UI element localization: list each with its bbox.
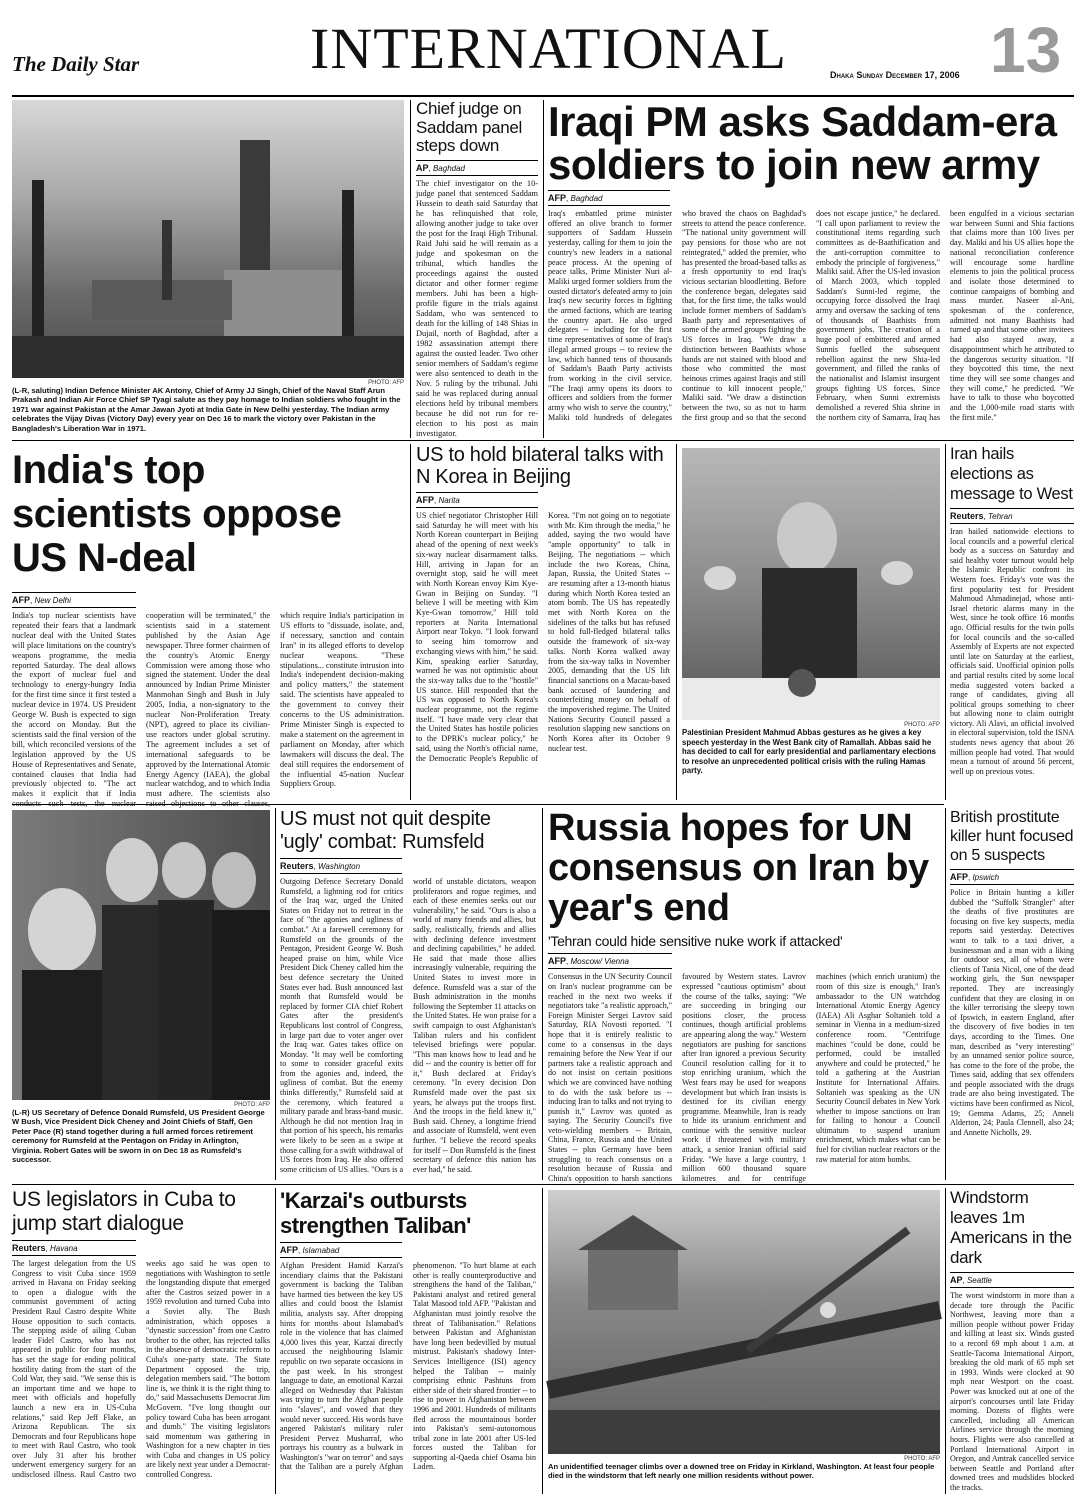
abbas-photo	[682, 448, 940, 720]
subhead: 'Tehran could hide sensitive nuke work if attacked'	[548, 933, 843, 949]
story-body: Afghan President Hamid Karzai's incendiary claims that the Pakistani government is backing the Taliban have harmed ties between the key US allies and could boost the Islamist militia, analysts say. After dropping hints for months about Islamabad's role in the violence that has claimed 4,000 lives this year, Karzai directly accused the neighbouring Islamic republic on two separate occasions in the past week. In his strongest language to date, an emotional Karzai alleged on Wednesday that Pakistan was trying to turn the Afghan people into "slaves", and vowed that they would never succeed. His words have angered Pakistan's military ruler President Pervez Musharraf, who portrays his country as a bulwark in Washington's "war on terror" and says that the Taliban are a purely Afghan phenomenon. "To hurt blame at each other is really counterproductive and strengthens the hand of the Taliban," Pakistani analyst and retired general Talat Masood told AFP. "Pakistan and Afghanistan must jointly resolve the threat of Talibanisation." Relations between Pakistan and Afghanistan have long been bedevilled by mutual mistrust. Pakistan's shadowy Inter-Services Intelligence (ISI) agency helped the Taliban -- mainly comprising ethnic Pashtuns from either side of their shared frontier -- to rise to power in Afghanistan between 1996 and 2001. Hundreds of militants fled across the mountainous border into Pakistan's semi-autonomous tribal zone in late 2001 after US-led forces ousted the Taliban for supporting al-Qaeda chief Osama bin Laden.	[280, 1261, 536, 1472]
photo-caption: An unidentified teenager climbs over a downed tree on Friday in Kirkland, Washington. At least four people died in the windstorm that left nearly one million residents without power.	[548, 1462, 935, 1481]
place: Moscow/ Vienna	[570, 957, 630, 967]
chief-judge-story	[416, 99, 538, 439]
headline: 'Karzai's outbursts strengthen Taliban'	[280, 1188, 471, 1238]
byline: AFP, Moscow/ Vienna	[548, 953, 672, 969]
byline: Reuters, Washington	[280, 858, 402, 874]
row-rule	[12, 440, 1074, 441]
byline: AP, Baghdad	[416, 160, 538, 176]
byline: Reuters, Havana	[12, 1240, 136, 1256]
photo-credit: PHOTO: AFP	[904, 1456, 940, 1462]
windstorm-photo	[548, 1190, 940, 1454]
photo-credit: PHOTO: AFP	[904, 722, 940, 728]
rumsfeld-photo	[12, 810, 270, 1100]
story-body: US chief negotiator Christopher Hill said Saturday he will meet with his North Korean counterpart in Beijing ahead of the opening of next week's six-way nuclear disarmament talks. Hill, arriving in Japan for an overnight stop, said he will meet with North Korean envoy Kim Kye-Gwan in Beijing on Sunday. "I believe I will be meeting with Kim Kye-Gwan tomorrow," Hill told reporters at Narita International Airport near Tokyo. "I look forward to seeing him tomorrow and exchanging views with him," he said. Kim, speaking earlier Saturday, warned he was not optimistic about the six-way talks due to the "hostile" US stance. Hill responded that the US was opposed to North Korea's nuclear programme, not the regime itself. "I have made very clear that the United States has hostile policies to the DPRK's nuclear policy," he said, using the North's official name, the Democratic People's Republic of Korea. "I'm not going on to negotiate with Mr. Kim through the media," he added, saying the two would have "ample opportunity" to talk in Beijing. The negotiations -- which include the two Koreas, China, Japan, Russia, the United States -- are resuming after a 13-month hiatus during which North Korea tested an atom bomb. The US has repeatedly met with North Korea on the sidelines of the talks but has refused to hold full-fledged bilateral talks outside the framework of six-way talks. North Korea walked away from the six-way talks in November 2005, demanding that the US lift financial sanctions on a Macau-based bank accused of laundering and counterfeiting money on behalf of the impoverished regime. The United Nations Security Council passed a resolution slapping new sanctions on North Korea after its October 9 nuclear test.	[416, 511, 670, 763]
column-rule	[945, 1188, 946, 1494]
abbas-photo-block	[682, 448, 940, 800]
byline: AFP, New Delhi	[12, 592, 136, 608]
rumsfeld-story	[280, 808, 536, 1180]
byline: AP, Seattle	[950, 1272, 1074, 1288]
agency: Reuters	[12, 1243, 46, 1253]
byline: AFP, Narita	[416, 492, 538, 508]
column-rule	[945, 444, 946, 800]
russia-iran-story	[548, 807, 940, 1183]
column-rule	[543, 100, 544, 438]
cuba-story	[12, 1188, 270, 1494]
agency: Reuters	[280, 861, 314, 871]
agency: AFP	[280, 1245, 298, 1255]
story-body: The worst windstorm in more than a decade tore through the Pacific Northwest, leaving more than a million people without power Friday and killing at least six. Winds gusted to a record 69 mph about 1 a.m. at Seattle-Tacoma International Airport, breaking the old mark of 65 mph set in 1993. Winds were clocked at 90 mph near Westport on the coast. Power was knocked out at one of the airport's concourses until late Friday morning. Dozens of flights were cancelled, including all American Airlines service through the morning hours. Flights were also cancelled at Portland International Airport in Oregon, and Amtrak cancelled service between Seattle and Portland after downed trees and mudslides blocked the tracks.	[950, 1291, 1074, 1492]
section-title: INTERNATIONAL	[310, 16, 787, 81]
karzai-story	[280, 1188, 536, 1494]
iran-elections-story	[950, 444, 1074, 800]
agency: AFP	[416, 495, 434, 505]
rumsfeld-photo-block	[12, 810, 270, 1178]
iraqi-pm-story	[548, 100, 1074, 435]
column-rule	[275, 808, 276, 1180]
column-rule	[410, 100, 411, 438]
india-gate-photo-block	[12, 100, 404, 435]
place: New Delhi	[34, 596, 71, 605]
story-body: Consensus in the UN Security Council on Iran's nuclear programme can be reached in the next two weeks if negotiators take "a realistic approach," Foreign Minister Sergei Lavrov said Saturday, RIA Novosti reported. "I hope that it is entirely realistic to come to a consensus in the days remaining before the New Year if our partners take a realistic approach and do not insist on certain positions which we are convinced have nothing to do with the task before us -- inducing Iran to talks and not trying to punish it," Lavrov was quoted as saying. The Security Council's five veto-wielding members -- Britain, China, France, Russia and the United States -- plus Germany have been struggling to reach consensus on a resolution because of Russia and China's opposition to harsh sanctions favoured by Western states. Lavrov expressed "cautious optimism" about the course of the talks, saying: "We are succeeding in bringing our positions closer, the process continues, though artificial problems are appearing along the way." Western negotiators are pushing for sanctions after Iran ignored a previous Security Council resolution calling for it to stop enriching uranium, which the West fears may be used for weapons development but which Iran insists is destined for its civilian energy programme. Meanwhile, Iran is ready to hide its uranium enrichment and continue with the sensitive nuclear work if threatened with military attack, a senior Iranian official said Friday. "We have a large country, 1 million 600 thousand square kilometres and for centrifuge machines (which enrich uranium) the room of this size is enough," Iran's ambassador to the UN watchdog International Atomic Energy Agency (IAEA) Ali Asghar Soltanieh told a seminar in Vienna in a medium-sized conference room. "Centrifuge machines "could be done, could be performed, could be installed anywhere and could be protected," he told a gathering at the Austrian Institute for International Affairs. Soltanieh was speaking as the UN Security Council debates in New York whether to impose sanctions on Iran for failing to honour a Council ultimatum to suspend uranium enrichment, which makes what can be fuel for civilian nuclear reactors or the raw material for atom bombs.	[548, 972, 940, 1183]
byline: AFP, Islamabad	[280, 1242, 402, 1258]
headline: Russia hopes for UN consensus on Iran by year's end	[548, 807, 929, 929]
photo-caption: Palestinian President Mahmud Abbas gestures as he gives a key speech yesterday in the West Bank city of Ramallah. Abbas said he has decided to call for early presidential and parliamentary elections to resolve an unprecedented political crisis with the ruling Hamas party.	[682, 728, 936, 776]
place: Baghdad	[432, 164, 465, 174]
india-gate-photo	[12, 100, 404, 378]
india-scientists-story	[12, 444, 404, 800]
place: Washington	[317, 862, 361, 871]
column-rule	[542, 808, 543, 1180]
column-rule	[676, 444, 677, 800]
story-body: Outgoing Defence Secretary Donald Rumsfeld, a lightning rod for critics of the Iraq war, urged the United States on Friday not to retreat in the face of "the agonies and ugliness of combat." At a farewell ceremony for Rumsfeld on the grounds of the Pentagon, President George W. Bush heaped praise on him, while Vice President Dick Cheney called him the best defence secretary the United States ever had. Bush announced last month that Rumsfeld would be replaced by former CIA chief Robert Gates after the president's Republicans lost control of Congress, in large part due to voter anger over the Iraq war. Gates takes office on Monday. "It may well be comforting to some to consider graceful exits from the agonies and, indeed, the ugliness of combat. But the enemy thinks differently," Rumsfeld said at the ceremony, which featured a military parade and brass-band music. Although he did not mention Iraq in that portion of his speech, his remarks were likely to be seen as a swipe at those calling for a swift withdrawal of US forces from Iraq. He also offered some criticism of US allies. "Ours is a world of unstable dictators, weapon proliferators and rogue regimes, and each of these enemies seeks out our vulnerability," he said. "Ours is also a world of many friends and allies, but sadly, realistically, friends and allies with declining defence investment and declining capabilities," he added. He said that made those allies increasingly vulnerable, requiring the United States to invest more in defence. Rumsfeld was a star of the Bush administration in the months following the September 11 attacks on the United States. He won praise for a swift campaign to oust Afghanistan's Taliban rulers and his confident televised briefings were popular. "This man knows how to lead and he did -- and the country is better off for it," Bush declared at Friday's ceremony. "In every decision Don Rumsfeld made over the past six years, he always put the troops first. And the troops in the field knew it," Bush said. Cheney, a longtime friend and associate of Rumsfeld, went even further. "I believe the record speaks for itself -- Don Rumsfeld is the finest secretary of defence this nation has ever had," he said.	[280, 877, 537, 1174]
photo-caption: (L-R, saluting) Indian Defence Minister AK Antony, Chief of Army JJ Singh, Chief of the Naval Staff Arun Prakash and Indian Air Force Chief SP Tyagi salute as they pay homage to Indian soldiers who fought in the 1971 war against Pakistan at the Amar Jawan Jyoti at India Gate in New Delhi yesterday. The Indian army celebrates the Vijay Divas (Victory Day) every year on Dec 16 to mark the victory over Pakistan in the Bangladesh's Liberation War in 1971.	[12, 386, 401, 433]
agency: AFP	[12, 595, 30, 605]
headline: Iraqi PM asks Saddam-era soldiers to join new army	[548, 98, 1057, 188]
byline: Reuters, Tehran	[950, 508, 1074, 524]
headline: British prostitute killer hunt focused on 5 suspects	[950, 809, 1074, 864]
photo-credit: PHOTO: AFP	[368, 380, 404, 386]
headline: Windstorm leaves 1m Americans in the dark	[950, 1188, 1072, 1267]
story-body: Iraq's embattled prime minister offered an olive branch to former supporters of Saddam Hussein yesterday, calling for them to join the country's new leaders in a national peace process. At the opening of peace talks, Prime Minister Nuri al-Maliki urged former soldiers from the ousted dictator's defeated army to join Iraq's new security forces in fighting the armed factions, which are tearing the country apart. He also urged delegates -- including for the first time representatives of some of Iraq's illegal armed groups -- to review the law, which banned tens of thousands of Saddam's Baath Party activists from working in the civil service. "The Iraqi army opens its doors to officers and soldiers from the former army who wish to serve the country," Maliki told hundreds of delegates who braved the chaos on Baghdad's streets to attend the peace conference. "The national unity government will pay pensions for those who are not reintegrated," added the premier, who has presented the broad-based talks as a fresh opportunity to end Iraq's vicious sectarian bloodletting. Before the conference began, delegates said that, for the first time, the talks would include former members of Saddam's Baath party and representatives of some of the armed groups fighting the US forces in Iraq. "We draw a distinction between Baathists whose hands are not stained with blood and those who committed the most heinous crimes against Iraqis and still continue to kill innocent people," Maliki said. "We draw a distinction between the two, so as not to harm the first group and so that the second does not escape justice," he declared. "I call upon parliament to review the constitutional items regarding such committees as de-Baathification and the anti-corruption committee to embody the principle of forgiveness," Maliki said. After the US-led invasion of March 2003, which toppled Saddam's Sunni-led regime, the occupying force dissolved the Iraqi army and oversaw the sacking of tens of thousands of Baathists from government jobs. The creation of a huge pool of embittered and armed Sunnis fuelled the subsequent rebellion against the new Shia-led government, and filled the ranks of the nationalist and Islamist insurgent groups fighting US forces. Since February, when Sunni extremists demolished a revered Shia shrine in the northern city of Samarra, Iraq has been engulfed in a vicious sectarian war between Sunni and Shia factions that claims more than 100 lives per day. Maliki and his US allies hope the national reconciliation conference will encourage some hardline elements to join the political process and isolate those determined to continue campaigns of bombing and mass murder. Naseer al-Ani, spokesman of the conference, admitted not many Baathists had turned up and that some other invitees had also stayed away, a disappointment which he attributed to the dangerous security situation. "If they boycotted this time, the next time they will see some changes and they will come," he predicted. "We have to talk to those who boycotted and the 1,000-mile road starts with the first mile."	[548, 209, 1074, 422]
n-korea-story	[416, 444, 670, 800]
windstorm-story	[950, 1188, 1074, 1494]
page-number: 13	[990, 14, 1062, 86]
rumsfeld-photo-art	[12, 810, 270, 1100]
column-rule	[542, 1188, 543, 1494]
abbas-photo-art	[682, 448, 940, 720]
prostitute-story	[950, 808, 1074, 1180]
headline: Iran hails elections as message to West	[950, 445, 1073, 503]
story-body: The largest delegation from the US Congress to visit Cuba since 1959 arrived in Havana on Friday seeking to open a dialogue with the communist government of acting President Raul Castro despite White House opposition to such contacts. The stepping aside of ailing Cuban leader Fidel Castro, who has not appeared in public for four months, has set the stage for ending political hostility dating from the start of the Cold War, they said. "We sense this is an important time and we hope to meet with officials and hopefully launch a new era in US-Cuba relations," said Rep Jeff Flake, an Arizona Republican. The six Democrats and four Republicans hope to meet with Raul Castro, who took over July 31 after his brother underwent emergency surgery for an undisclosed illness. Raul Castro two weeks ago said he was open to negotiations with Washington to settle the longstanding dispute that emerged after the Castros seized power in a 1959 revolution and turned Cuba into a Soviet ally. The Bush administration, which opposes a "dynastic succession" from one Castro brother to the other, has rejected talks in the absence of democratic reform to Cuba's one-party state. The State Department opposed the trip, delegation members said. "The bottom line is, we think it is the right thing to do," said Massachusetts Democrat Jim McGovern. "I've long thought our policy toward Cuba has been arrogant and dumb." The visiting legislators said momentum was gathering in Washington for a new chapter in ties with Cuba and changes in US policy are likely next year under a Democrat-controlled Congress.	[12, 1259, 270, 1480]
story-body: Police in Britain hunting a killer dubbed the "Suffolk Strangler" after the deaths of five prostitutes are focusing on five key suspects, media reports said yesterday. Detectives want to talk to a taxi driver, a businessman and a man with a liking for outdoor sex, all of whom were clients of Tania Nicol, one of the dead working girls, the Sun newspaper reported. They are increasingly confident that they are closing in on the killer terrorising the sleepy town of Ipswich, in eastern England, after the discovery of five bodies in ten days, according to the Times. One man, described as "very interesting" by an unnamed senior police source, has come to the fore of the probe, the Times said, adding that sex offenders and people associated with the drugs trade are also being investigated. The victims have been confirmed as Nicol, 19; Gemma Adams, 25; Anneli Alderton, 24; Paula Clennell, also 24; and Annette Nicholls, 29.	[950, 888, 1074, 1137]
column-rule	[945, 808, 946, 1180]
photo-caption: (L-R) US Secretary of Defence Donald Rumsfeld, US President George W Bush, Vice President Dick Cheney and Joint Chiefs of Staff, Gen Peter Pace (R) stand together during a full armed forces retirement ceremony for Rumsfeld at the Pentagon on Friday in Arlington, Virginia. Robert Gates will be sworn in on Dec 18 as Rumsfeld's successor.	[12, 1108, 265, 1165]
india-gate-photo-art	[12, 100, 404, 378]
masthead	[12, 14, 1074, 98]
place: Tehran	[987, 512, 1013, 521]
photo-credit: PHOTO: AFP	[234, 1102, 270, 1108]
place: Narita	[438, 496, 460, 505]
column-rule	[410, 444, 411, 800]
place: Islamabad	[302, 1246, 340, 1255]
headline: US to hold bilateral talks with N Korea in Beijing	[416, 444, 664, 488]
agency: Reuters	[950, 511, 984, 521]
place: Seattle	[966, 1276, 992, 1285]
place: Ipswich	[972, 873, 1000, 882]
agency: AFP	[950, 872, 968, 882]
headline: US must not quit despite 'ugly' combat: Rumsfeld	[280, 808, 491, 853]
place: Havana	[49, 1244, 78, 1253]
headline: Chief judge on Saddam panel steps down	[416, 99, 523, 156]
dateline: Dhaka Sunday December 17, 2006	[830, 70, 960, 80]
agency: AP	[416, 163, 429, 174]
agency: AFP	[548, 193, 566, 203]
headline: India's top scientists oppose US N-deal	[12, 448, 342, 580]
masthead-rule	[12, 95, 1074, 97]
row-rule	[12, 804, 944, 805]
agency: AFP	[548, 956, 566, 967]
byline: AFP, Ipswich	[950, 869, 1074, 885]
place: Baghdad	[570, 194, 603, 203]
row-rule	[12, 1184, 1074, 1185]
headline: US legislators in Cuba to jump start dialogue	[12, 1188, 236, 1235]
story-body: The chief investigator on the 10-judge panel that sentenced Saddam Hussein to death said Saturday that he has relinquished that role, allowing another judge to take over the post for the Iraqi High Tribunal. Raid Juhi said he will remain as a judge and spokesman on the tribunal, which handles the proceedings against the ousted dictator and other former regime members. Juhi has been a high-profile figure in the trials against Saddam, who was sentenced to death for the killing of 148 Shias in Dujail, north of Baghdad, after a 1982 assassination attempt there against the ousted leader. Two other senior members of Saddam's regime were also sentenced to death in the Nov. 5 ruling by the tribunal. Juhi said he was replaced during annual elections held by tribunal members because he did not run for re-election to his post as main investigator.	[416, 179, 538, 439]
newspaper-logo: The Daily Star	[12, 52, 140, 76]
windstorm-photo-art	[548, 1190, 940, 1454]
windstorm-photo-block	[548, 1190, 940, 1494]
story-body: Iran hailed nationwide elections to local councils and a powerful clerical body as a success on Saturday and said healthy voter turnout would help the Islamic Republic confront its Western foes. Friday's vote was the first popularity test for President Mahmoud Ahmadinejad, whose anti-Israel rhetoric alarms many in the West, since he took office 16 months ago. Official results for the twin polls for local councils and the so-called Assembly of Experts are not expected until late on Saturday at the earliest, officials said. Unofficial opinion polls and partial results cited by some local media suggested voters backed a range of candidates, giving all political groups something to cheer but allowing none to claim outright victory. Ali Alavi, an official involved in electoral supervision, told the ISNA students news agency that about 26 million people had voted. That would mean a turnout of around 56 percent, well up on previous votes.	[950, 527, 1074, 776]
agency: AP	[950, 1275, 963, 1285]
byline: AFP, Baghdad	[548, 190, 670, 206]
story-body: India's top nuclear scientists have repeated their fears that a landmark nuclear deal with the United States will place limitations on the country's weapons programme, the media reported Saturday. The deal allows the export of nuclear fuel and technology to energy-hungry India for the first time since it first tested a nuclear device in 1974. US President George W. Bush is expected to sign the accord on Monday. But the scientists said the final version of the bill, which reconciled versions of the legislation approved by the US House of Representatives and Senate, contained clauses that India had previously objected to. "The act makes it explicit that if India cooperation will be terminated," the scientists said in a statement published by the Asian Age newspaper. Three former chairmen of the country's Atomic Energy Commission were among those who signed the statement. Under the deal announced by Indian Prime Minister Manmohan Singh and Bush in July 2005, India, a non-signatory to the nuclear Non-Proliferation Treaty (NPT), agreed to place its civilian-use reactors under global scrutiny. The agreement includes a set of international safeguards to be approved by the International Atomic Energy Agency (IAEA), the global nuclear watchdog, and to which India must adhere. The scientists also which require India's participation in US efforts to "dissuade, isolate, and, if necessary, sanction and contain Iran" in its alleged efforts to develop nuclear weapons. "These stipulations... constitute intrusion into India's independent decision-making and policy matters," the statement said. The scientists have appealed to the government to convey their concerns to the US administration. Prime Minister Singh is expected to make a statement on the agreement in parliament on Monday, after which lawmakers will discuss the deal. The deal still requires the endorsement of the influential 45-nation Nuclear Suppliers Group.	[12, 611, 404, 799]
column-rule	[275, 1188, 276, 1494]
